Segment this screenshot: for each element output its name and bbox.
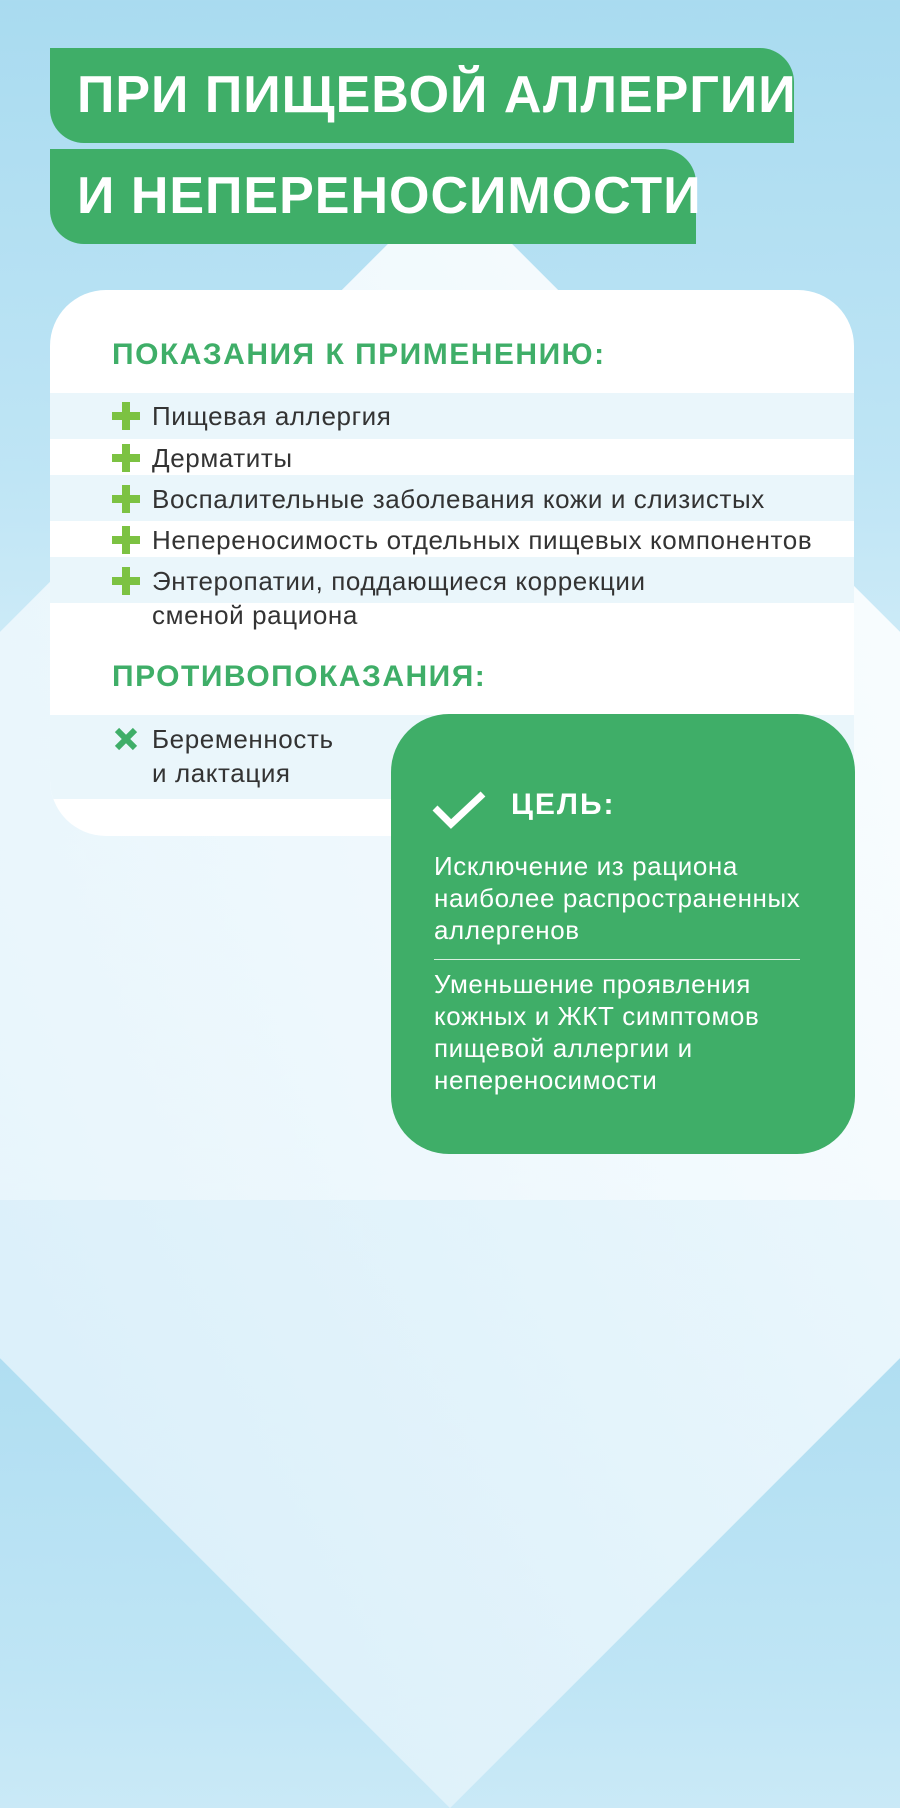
goal-card [391,714,855,1154]
goal-text: Уменьшение проявления кожных и ЖКТ симптомов пищевой аллергии и непереносимости [434,969,760,1095]
indication-item [112,399,391,433]
indication-text: Воспалительные заболевания кожи и слизистых [152,484,765,514]
title-line-1: ПРИ ПИЩЕВОЙ АЛЛЕРГИИ [50,48,794,143]
title-line-2: И НЕПЕРЕНОСИМОСТИ [50,149,696,244]
indication-text: Непереносимость отдельных пищевых компонентов [152,525,813,555]
indication-text: Энтеропатии, поддающиеся коррекции сменой рациона [152,566,646,630]
indication-item [112,564,646,632]
plus-icon [112,402,140,430]
plus-icon [112,485,140,513]
plus-icon [112,526,140,554]
indication-text: Пищевая аллергия [152,401,392,431]
plus-icon [112,567,140,595]
indication-text: Дерматиты [152,443,293,473]
indications-heading: ПОКАЗАНИЯ К ПРИМЕНЕНИЮ: [112,338,606,371]
indication-item [112,482,765,516]
contraindications-heading: ПРОТИВОПОКАЗАНИЯ: [112,660,487,693]
contraindication-item [112,722,334,790]
contraindication-text: Беременность и лактация [152,724,334,788]
goal-heading: ЦЕЛЬ: [511,788,616,821]
indication-item [112,441,293,475]
cross-icon [112,725,140,753]
checkmark-icon [431,790,487,830]
goal-text: Исключение из рациона наиболее распространенных аллергенов [434,851,801,945]
plus-icon [112,444,140,472]
indication-item [112,523,812,557]
divider [434,959,800,960]
